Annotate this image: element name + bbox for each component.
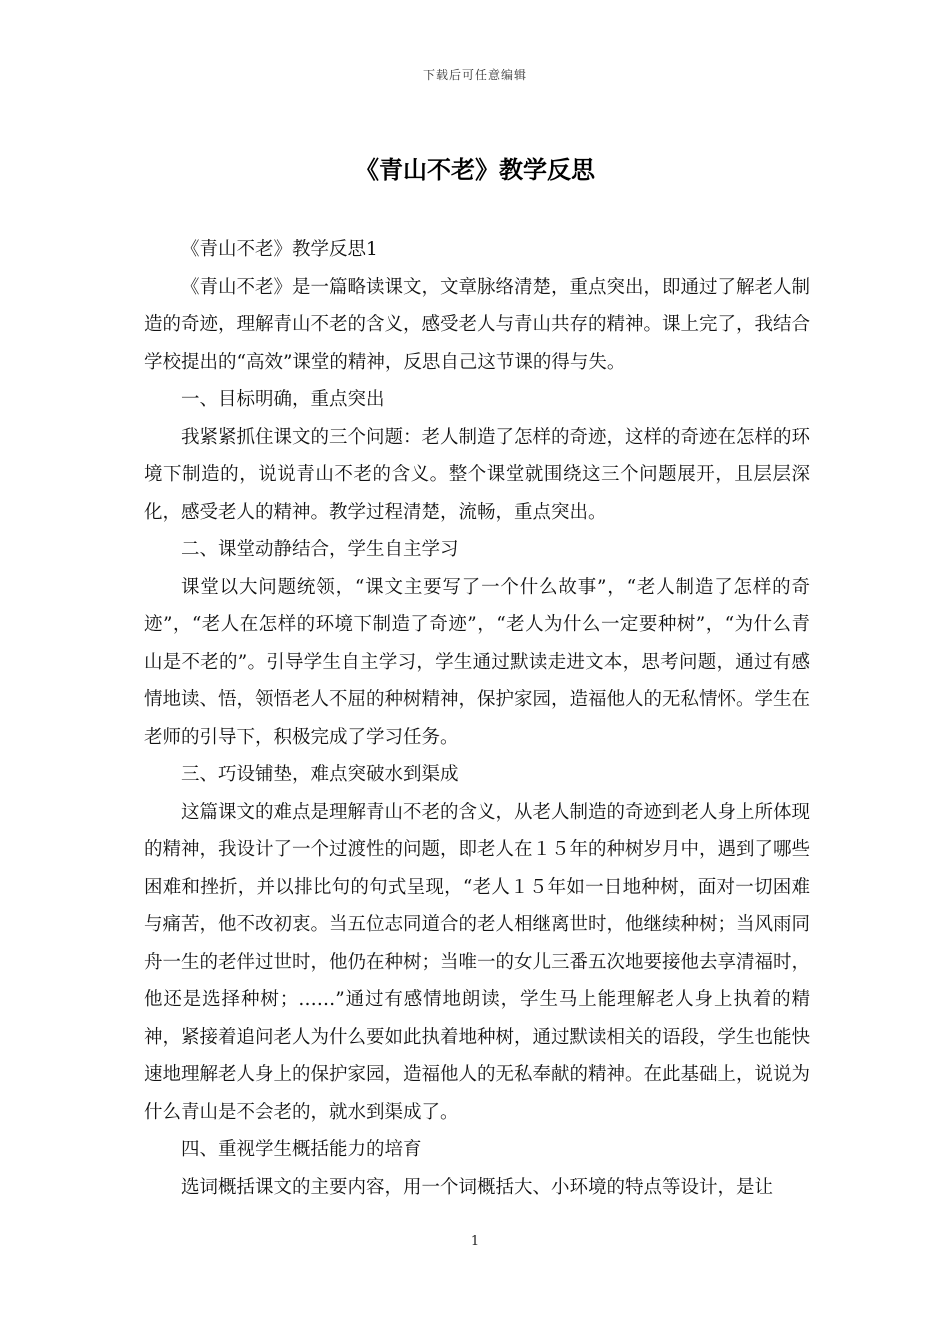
body-paragraph: 课堂以大问题统领，“课文主要写了一个什么故事”，“老人制造了怎样的奇迹”，“老人在怎样的环境下制造了奇迹”，“老人为什么一定要种树”，“为什么青山是不老的”。引导学生自主学习，学生通过默读走进文本，思考问题，通过有感情地读、悟，领悟老人不屈的种树精神，保护家园，造福他人的无私情怀。学生在老师的引导下，积极完成了学习任务。	[144, 576, 811, 748]
document-title: 《青山不老》教学反思	[355, 155, 595, 184]
body-paragraph: 《青山不老》是一篇略读课文，文章脉络清楚，重点突出，即通过了解老人制造的奇迹，理解青山不老的含义，感受老人与青山共存的精神。课上完了，我结合学校提出的“高效”课堂的精神，反思自己这节课的得与失。	[144, 276, 811, 373]
section-heading: 四、重视学生概括能力的培育	[181, 1139, 422, 1160]
section-heading: 三、巧设铺垫，难点突破水到渠成	[181, 764, 459, 785]
page-number: 1	[470, 1234, 480, 1249]
body-paragraph: 选词概括课文的主要内容，用一个词概括大、小环境的特点等设计，是让	[181, 1176, 774, 1198]
subtitle-paragraph: 《青山不老》教学反思1	[181, 239, 378, 260]
body-paragraph: 我紧紧抓住课文的三个问题：老人制造了怎样的奇迹，这样的奇迹在怎样的环境下制造的，说说青山不老的含义。整个课堂就围绕这三个问题展开，且层层深化，感受老人的精神。教学过程清楚，流畅，重点突出。	[144, 426, 811, 523]
document-body	[144, 231, 810, 1206]
header-note: 下载后可任意编辑	[422, 68, 527, 82]
body-paragraph: 这篇课文的难点是理解青山不老的含义，从老人制造的奇迹到老人身上所体现的精神，我设计了一个过渡性的问题，即老人在１５年的种树岁月中，遇到了哪些困难和挫折，并以排比句的句式呈现，“老人１５年如一日地种树，面对一切困难与痛苦，他不改初衷。当五位志同道合的老人相继离世时，他继续种树；当风雨同舟一生的老伴过世时，他仍在种树；当唯一的女儿三番五次地要接他去享清福时，他还是选择种树；……”通过有感情地朗读，学生马上能理解老人身上执着的精神，紧接着追问老人为什么要如此执着地种树，通过默读相关的语段，学生也能快速地理解老人身上的保护家园，造福他人的无私奉献的精神。在此基础上，说说为什么青山是不会老的，就水到渠成了。	[144, 801, 811, 1123]
section-heading: 二、课堂动静结合，学生自主学习	[181, 539, 459, 560]
section-heading: 一、目标明确，重点突出	[181, 389, 385, 410]
